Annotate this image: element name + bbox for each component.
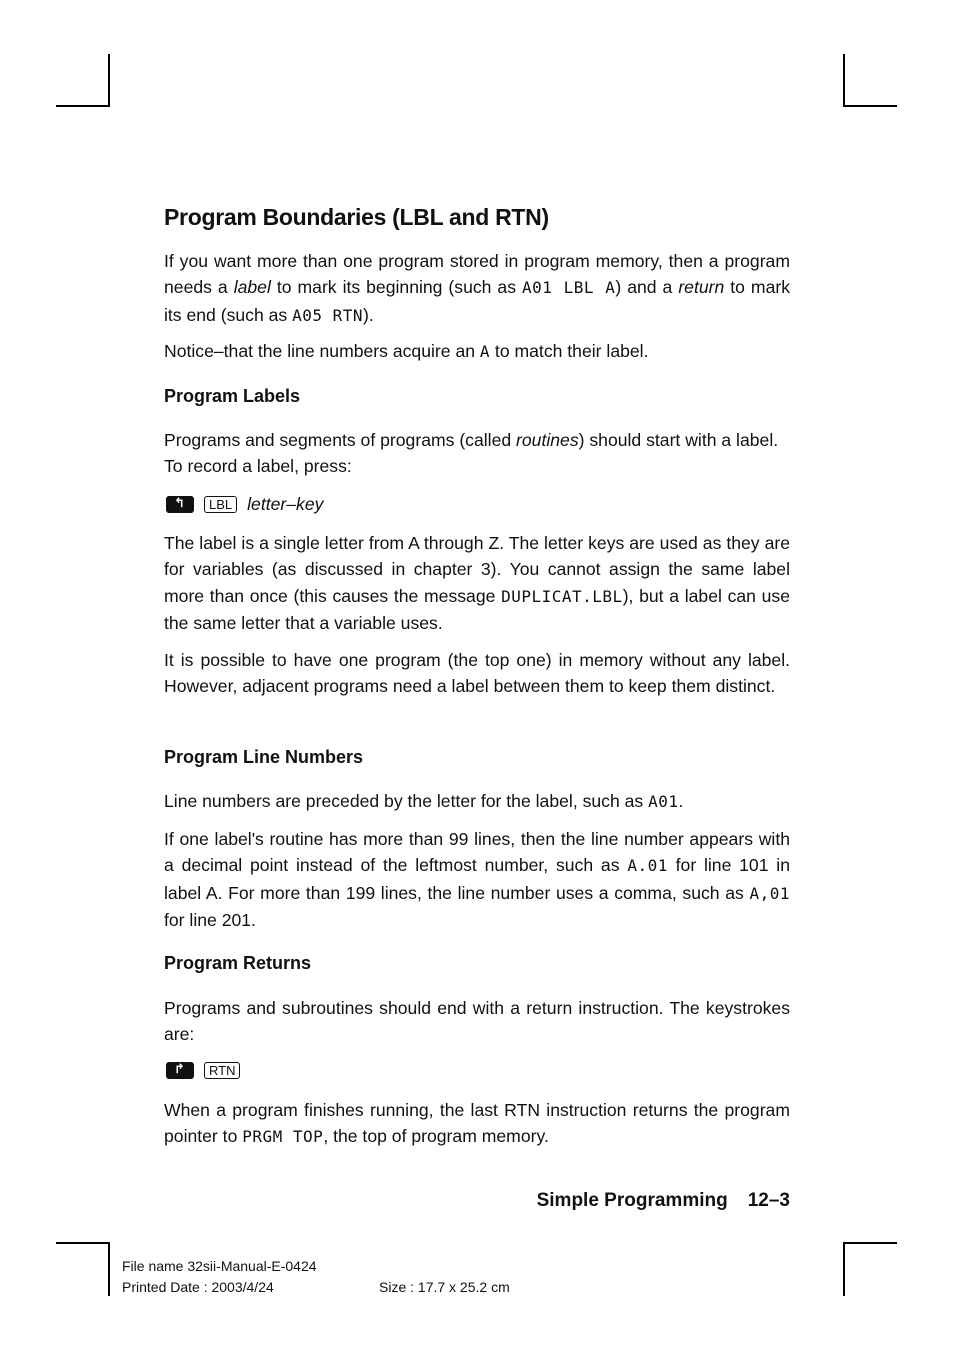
right-shift-key-icon bbox=[166, 1062, 194, 1079]
intro-code-rtn: A05 RTN bbox=[292, 305, 364, 325]
intro-em-return: return bbox=[678, 277, 725, 298]
notice-paragraph bbox=[164, 338, 790, 365]
running-footer bbox=[537, 1190, 790, 1212]
returns-p2-text-2: , the top of program memory. bbox=[323, 1126, 549, 1147]
labels-p1-text-1: Programs and segments of programs (called bbox=[164, 430, 517, 450]
lines-paragraph-2 bbox=[164, 826, 790, 933]
returns-paragraph-2 bbox=[164, 1097, 790, 1151]
returns-p2-code: PRGM TOP bbox=[242, 1127, 324, 1147]
crop-mark-bottom-left-vertical bbox=[108, 1242, 110, 1296]
crop-mark-bottom-right-horizontal bbox=[843, 1242, 897, 1244]
lines-p1-text-1: Line numbers are preceded by the letter for the label, such as bbox=[164, 791, 649, 811]
right-shift-glyph: ↱ bbox=[174, 1060, 185, 1076]
intro-text-2: to mark its beginning (such as bbox=[270, 277, 522, 298]
labels-p2-text-2: ), but a label can use the same letter that a variable uses. bbox=[164, 585, 790, 633]
size-meta: Size : 17.7 x 25.2 cm bbox=[379, 1279, 510, 1295]
lines-heading: Program Line Numbers bbox=[164, 747, 364, 767]
printed-date-meta: Printed Date : 2003/4/24 bbox=[122, 1279, 274, 1295]
intro-text-1: If you want more than one program stored in program memory, then a program needs a bbox=[164, 251, 790, 298]
intro-text-5: ). bbox=[363, 304, 374, 325]
file-name-meta: File name 32sii-Manual-E-0424 bbox=[122, 1258, 317, 1274]
intro-text-3: ) and a bbox=[615, 277, 679, 298]
intro-em-label: label bbox=[233, 277, 271, 298]
labels-p2-code: DUPLICAT.LBL bbox=[501, 586, 623, 606]
labels-paragraph-3: It is possible to have one program (the top one) in memory without any label. However, adjacent programs need a label between them to keep them distinct. bbox=[164, 650, 790, 697]
letter-key-text: letter–key bbox=[247, 493, 324, 514]
returns-p2-text-1: When a program finishes running, the last RTN instruction returns the program pointer to bbox=[164, 1100, 790, 1147]
returns-paragraph-1: Programs and subroutines should end with a return instruction. The keystrokes are: bbox=[164, 998, 790, 1045]
crop-mark-top-left-horizontal bbox=[56, 105, 110, 107]
returns-heading: Program Returns bbox=[164, 953, 312, 973]
section-title: Program Boundaries (LBL and RTN) bbox=[164, 204, 549, 230]
lines-p2-code-2: A,01 bbox=[749, 883, 790, 903]
lines-p2-text-3: for line 201. bbox=[164, 909, 256, 930]
labels-p1-em: routines bbox=[516, 430, 579, 450]
notice-text-2: to match their label. bbox=[490, 341, 649, 361]
notice-text-1: Notice–that the line numbers acquire an bbox=[164, 341, 480, 361]
crop-mark-top-right-horizontal bbox=[843, 105, 897, 107]
labels-p1-text-2: ) should start with a label. To record a label, press: bbox=[164, 430, 779, 477]
rtn-key: RTN bbox=[204, 1062, 240, 1079]
lines-p2-text-2: for line 101 in label A. For more than 199 lines, the line number uses a comma, such as bbox=[164, 855, 790, 903]
lines-p2-code-1: A.01 bbox=[627, 856, 668, 876]
crop-mark-top-left-vertical bbox=[108, 54, 110, 106]
notice-code: A bbox=[479, 342, 491, 361]
lines-paragraph-1 bbox=[164, 788, 790, 815]
lines-p1-code: A01 bbox=[648, 792, 679, 811]
return-keystroke-row bbox=[166, 1059, 240, 1081]
lbl-key: LBL bbox=[204, 496, 237, 513]
crop-mark-bottom-right-vertical bbox=[843, 1242, 845, 1296]
left-shift-key-icon bbox=[166, 496, 194, 513]
left-shift-glyph: ↰ bbox=[174, 494, 185, 510]
intro-code-lbl: A01 LBL A bbox=[522, 278, 616, 298]
chapter-title: Simple Programming bbox=[536, 1190, 728, 1211]
lines-p2-text-1: If one label's routine has more than 99 lines, then the line number appears with a decimal point instead of the leftmost number, such as bbox=[164, 829, 790, 876]
labels-heading: Program Labels bbox=[164, 386, 301, 406]
crop-mark-top-right-vertical bbox=[843, 54, 845, 106]
crop-mark-bottom-left-horizontal bbox=[56, 1242, 110, 1244]
page-number: 12–3 bbox=[747, 1190, 790, 1211]
labels-paragraph-2 bbox=[164, 530, 790, 636]
intro-text-4: to mark its end (such as bbox=[164, 277, 791, 325]
labels-paragraph-1 bbox=[164, 427, 798, 480]
label-keystroke-row bbox=[166, 493, 323, 515]
labels-p2-text-1: The label is a single letter from A through Z. The letter keys are used as they are for variables (as discussed in chapter 3). You cannot assign the same label more than once (this causes the message bbox=[164, 533, 790, 606]
lines-p1-text-2: . bbox=[678, 791, 684, 811]
intro-paragraph bbox=[164, 248, 790, 329]
